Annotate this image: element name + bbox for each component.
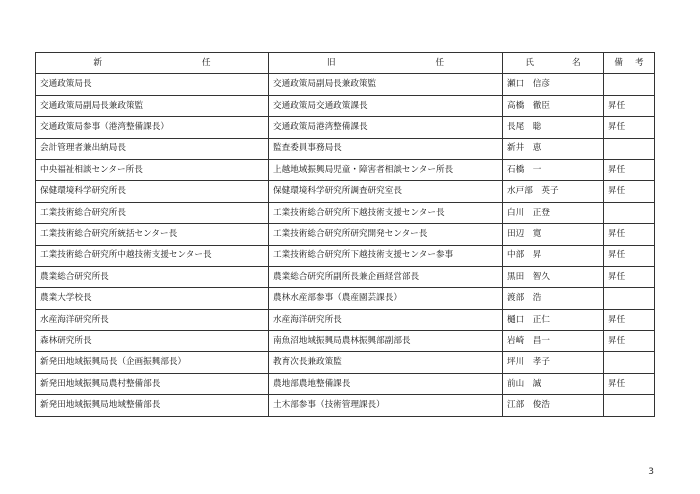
name-cell: 樋口 正仁 <box>503 309 604 330</box>
table-row <box>36 138 655 159</box>
new-post-cell: 保健環境科学研究所長 <box>36 181 269 202</box>
new-post-cell: 工業技術総合研究所長 <box>36 202 269 223</box>
remarks-cell: 昇任 <box>604 224 655 245</box>
remarks-cell: 昇任 <box>604 373 655 394</box>
table-row <box>36 74 655 95</box>
old-post-cell: 監査委員事務局長 <box>269 138 503 159</box>
name-cell: 江部 俊浩 <box>503 395 604 416</box>
name-cell: 田辺 寛 <box>503 224 604 245</box>
table-row <box>36 117 655 138</box>
remarks-cell <box>604 202 655 223</box>
new-post-cell: 水産海洋研究所長 <box>36 309 269 330</box>
new-post-cell: 交通政策局長 <box>36 74 269 95</box>
page-number: 3 <box>648 467 654 477</box>
remarks-cell: 昇任 <box>604 117 655 138</box>
old-post-cell: 工業技術総合研究所研究開発センター長 <box>269 224 503 245</box>
old-post-cell: 農地部農地整備課長 <box>269 373 503 394</box>
remarks-cell <box>604 288 655 309</box>
table-row <box>36 181 655 202</box>
remarks-cell: 昇任 <box>604 95 655 116</box>
old-post-cell: 教育次長兼政策監 <box>269 352 503 373</box>
name-cell: 前山 誠 <box>503 373 604 394</box>
table-row <box>36 288 655 309</box>
name-cell: 瀬口 信彦 <box>503 74 604 95</box>
remarks-cell: 昇任 <box>604 159 655 180</box>
remarks-cell <box>604 74 655 95</box>
header-row <box>36 53 655 74</box>
table-row <box>36 202 655 223</box>
old-post-cell: 南魚沼地域振興局農林振興部副部長 <box>269 331 503 352</box>
old-post-cell: 土木部参事（技術管理課長） <box>269 395 503 416</box>
remarks-cell: 昇任 <box>604 331 655 352</box>
header-remarks <box>604 53 655 74</box>
table-row <box>36 245 655 266</box>
remarks-cell: 昇任 <box>604 266 655 287</box>
old-post-cell: 交通政策局港湾整備課長 <box>269 117 503 138</box>
header-new-post <box>36 53 269 74</box>
remarks-cell: 昇任 <box>604 309 655 330</box>
name-cell: 水戸部 英子 <box>503 181 604 202</box>
old-post-cell: 工業技術総合研究所下越技術支援センター参事 <box>269 245 503 266</box>
new-post-cell: 中央福祉相談センター所長 <box>36 159 269 180</box>
header-new-post-char-2: 任 <box>202 57 211 68</box>
new-post-cell: 農業大学校長 <box>36 288 269 309</box>
personnel-table <box>35 52 655 417</box>
old-post-cell: 交通政策局交通政策課長 <box>269 95 503 116</box>
name-cell: 坪川 孝子 <box>503 352 604 373</box>
header-new-post-char-1: 新 <box>93 57 102 68</box>
old-post-cell: 農林水産部参事（農産園芸課長） <box>269 288 503 309</box>
header-old-post-char-2: 任 <box>435 57 445 68</box>
table-row <box>36 266 655 287</box>
header-old-post <box>269 53 503 74</box>
table-row <box>36 373 655 394</box>
old-post-cell: 農業総合研究所副所長兼企画経営部長 <box>269 266 503 287</box>
table-row <box>36 331 655 352</box>
table-row <box>36 352 655 373</box>
new-post-cell: 森林研究所長 <box>36 331 269 352</box>
name-cell: 新井 恵 <box>503 138 604 159</box>
new-post-cell: 工業技術総合研究所統括センター長 <box>36 224 269 245</box>
table-row <box>36 309 655 330</box>
header-remarks-char-2: 考 <box>635 57 644 68</box>
name-cell: 黒田 智久 <box>503 266 604 287</box>
new-post-cell: 交通政策局副局長兼政策監 <box>36 95 269 116</box>
new-post-cell: 新発田地域振興局長（企画振興部長） <box>36 352 269 373</box>
table-row <box>36 224 655 245</box>
remarks-cell <box>604 395 655 416</box>
table-row <box>36 395 655 416</box>
header-name <box>503 53 604 74</box>
header-name-char-2: 名 <box>572 57 581 68</box>
name-cell: 長尾 聡 <box>503 117 604 138</box>
name-cell: 岩崎 昌一 <box>503 331 604 352</box>
name-cell: 白川 正登 <box>503 202 604 223</box>
new-post-cell: 新発田地域振興局地域整備部長 <box>36 395 269 416</box>
name-cell: 中部 昇 <box>503 245 604 266</box>
table-row <box>36 95 655 116</box>
old-post-cell: 保健環境科学研究所調査研究室長 <box>269 181 503 202</box>
remarks-cell <box>604 138 655 159</box>
new-post-cell: 交通政策局参事（港湾整備課長） <box>36 117 269 138</box>
name-cell: 石橋 一 <box>503 159 604 180</box>
remarks-cell <box>604 352 655 373</box>
header-name-char-1: 氏 <box>525 57 534 68</box>
remarks-cell: 昇任 <box>604 181 655 202</box>
new-post-cell: 工業技術総合研究所中越技術支援センター長 <box>36 245 269 266</box>
header-remarks-char-1: 備 <box>614 57 623 68</box>
header-old-post-char-1: 旧 <box>326 57 336 68</box>
name-cell: 高橋 徹臣 <box>503 95 604 116</box>
new-post-cell: 新発田地域振興局農村整備部長 <box>36 373 269 394</box>
old-post-cell: 水産海洋研究所長 <box>269 309 503 330</box>
old-post-cell: 工業技術総合研究所下越技術支援センター長 <box>269 202 503 223</box>
new-post-cell: 会計管理者兼出納局長 <box>36 138 269 159</box>
new-post-cell: 農業総合研究所長 <box>36 266 269 287</box>
name-cell: 渡部 浩 <box>503 288 604 309</box>
table-row <box>36 159 655 180</box>
remarks-cell: 昇任 <box>604 245 655 266</box>
old-post-cell: 交通政策局副局長兼政策監 <box>269 74 503 95</box>
old-post-cell: 上越地域振興局児童・障害者相談センター所長 <box>269 159 503 180</box>
